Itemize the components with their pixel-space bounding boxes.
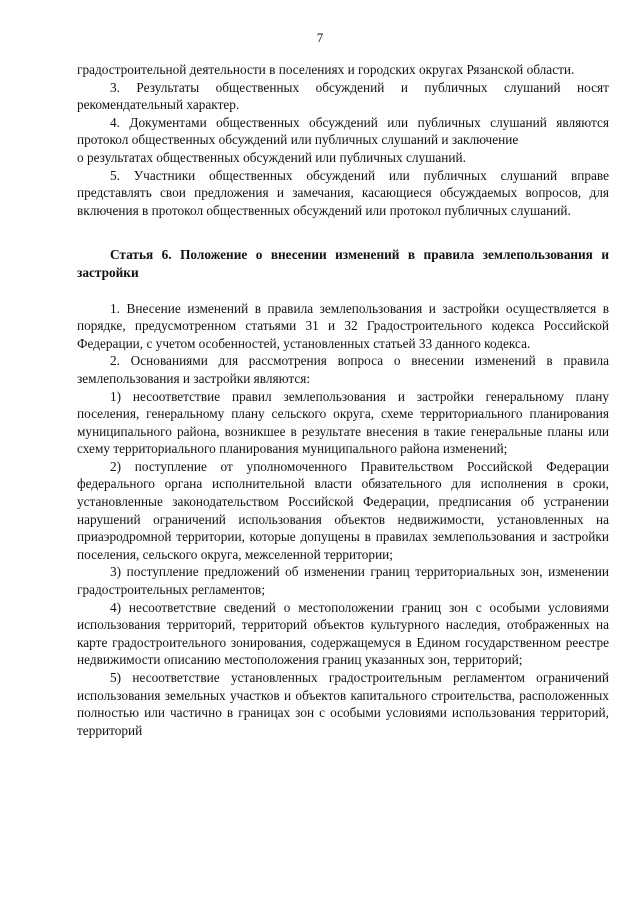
paragraph: 5. Участники общественных обсуждений или публичных слушаний вправе представлять свои предложения и замечания, касающиеся обсуждаемых вопросов, для включения в протокол общественных обсуждений или протокол публичных слушаний.: [77, 167, 609, 218]
paragraph: 2) поступление от уполномоченного Правительством Российской Федерации федерального органа исполнительной власти обязательного для исполнения в сроки, установленные законодательством Российской Федерации, предписания об устранении нарушений ограничений использования объектов недвижимости, установленных на приаэродромной территории, которые допущены в правилах землепользования и застройки поселения, сельского округа, межселенной территории;: [77, 458, 609, 562]
spacer: [77, 282, 609, 300]
intro-paragraphs: [77, 61, 609, 219]
spacer: [77, 219, 609, 246]
paragraph: 1) несоответствие правил землепользования и застройки генеральному плану поселения, генеральному плану сельского округа, схеме территориального планирования муниципального района, возникшее в результате внесения в такие генеральные планы или схему территориального планирования муниципального района изменений;: [77, 388, 609, 457]
paragraph: 1. Внесение изменений в правила землепользования и застройки осуществляется в порядке, предусмотренном статьями 31 и 32 Градостроительного кодекса Российской Федерации, с учетом особенностей, установленных статьей 33 данного кодекса.: [77, 300, 609, 351]
page-number: 7: [316, 30, 324, 45]
paragraph: градостроительной деятельности в поселениях и городских округах Рязанской области.: [77, 62, 575, 77]
paragraph: 2. Основаниями для рассмотрения вопроса о внесении изменений в правила землепользования и застройки являются:: [77, 353, 609, 386]
paragraph: о результатах общественных обсуждений или публичных слушаний.: [77, 149, 466, 165]
paragraph: 4. Документами общественных обсуждений или публичных слушаний являются протокол общественных обсуждений или публичных слушаний и заключение: [77, 114, 609, 148]
document-body: [77, 61, 609, 739]
paragraph: 3. Результаты общественных обсуждений и публичных слушаний носят рекомендательный характер.: [77, 79, 609, 113]
article-paragraphs: [77, 300, 609, 740]
paragraph: 5) несоответствие установленных градостроительным регламентом ограничений использования земельных участков и объектов капитального строительства, расположенных полностью или частично в границах зон с особыми условиями использования территорий, территорий: [77, 670, 609, 738]
article-heading: Статья 6. Положение о внесении изменений в правила землепользования и застройки: [77, 247, 609, 280]
paragraph: 3) поступление предложений об изменении границ территориальных зон, изменении градостроительных регламентов;: [77, 564, 609, 598]
paragraph: 4) несоответствие сведений о местоположении границ зон с особыми условиями использования территорий, территорий объектов культурного наследия, отображенных на карте градостроительного зонирования, содержащемуся в Едином государственном реестре недвижимости описанию местоположения границ указанных зон, территорий;: [77, 599, 609, 668]
